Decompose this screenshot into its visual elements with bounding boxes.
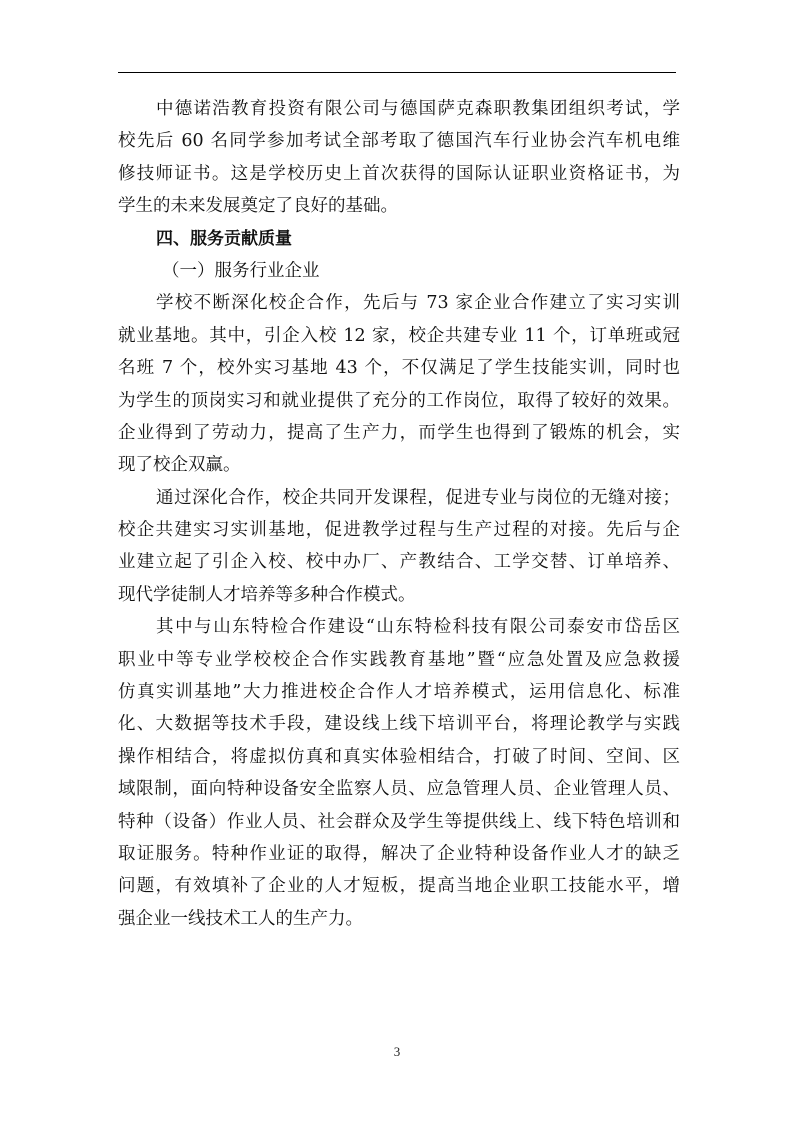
paragraph-line: 其中与山东特检合作建设“山东特检科技有限公司泰安市岱岳区 — [156, 617, 680, 638]
paragraph-line: 现了校企双赢。 — [118, 455, 241, 476]
paragraph-line: 修技师证书。这是学校历史上首次获得的国际认证职业资格证书，为 — [118, 163, 680, 184]
paragraph-line: 职业中等专业学校校企合作实践教育基地”暨“应急处置及应急救援 — [118, 649, 680, 670]
paragraph-line: 问题，有效填补了企业的人才短板，提高当地企业职工技能水平，增 — [118, 876, 680, 897]
paragraph-shandong-cooperation — [118, 611, 680, 935]
paragraph-line: 业建立起了引企入校、校中办厂、产教结合、工学交替、订单培养、 — [118, 552, 680, 573]
paragraph-line: 现代学徒制人才培养等多种合作模式。 — [118, 584, 416, 605]
paragraph-line: 通过深化合作，校企共同开发课程，促进专业与岗位的无缝对接； — [156, 487, 680, 508]
paragraph-curriculum-development — [118, 482, 680, 612]
section-heading: 四、服务贡献质量 — [156, 228, 292, 249]
paragraph-line: 特种（设备）作业人员、社会群众及学生等提供线上、线下特色培训和 — [118, 811, 680, 832]
header-rule — [118, 72, 676, 73]
paragraph-international-certification — [118, 93, 680, 223]
document-body — [118, 93, 680, 935]
paragraph-line: 强企业一线技术工人的生产力。 — [118, 908, 363, 929]
paragraph-line: 就业基地。其中，引企入校 12 家，校企共建专业 11 个，订单班或冠 — [118, 325, 680, 346]
paragraph-line: 企业得到了劳动力，提高了生产力，而学生也得到了锻炼的机会，实 — [118, 422, 680, 443]
paragraph-line: 操作相结合，将虚拟仿真和真实体验相结合，打破了时间、空间、区 — [118, 746, 680, 767]
paragraph-line: 学生的未来发展奠定了良好的基础。 — [118, 196, 398, 217]
paragraph-line: 为学生的顶岗实习和就业提供了充分的工作岗位，取得了较好的效果。 — [118, 390, 680, 411]
paragraph-line: 取证服务。特种作业证的取得，解决了企业特种设备作业人才的缺乏 — [118, 843, 680, 864]
page-number: 3 — [393, 1044, 401, 1059]
paragraph-line: 化、大数据等技术手段，建设线上线下培训平台，将理论教学与实践 — [118, 714, 680, 735]
subsection-heading: （一）服务行业企业 — [162, 260, 320, 281]
paragraph-line: 名班 7 个，校外实习基地 43 个，不仅满足了学生技能实训，同时也 — [118, 358, 680, 379]
paragraph-line: 校企共建实习实训基地，促进教学过程与生产过程的对接。先后与企 — [118, 520, 680, 541]
paragraph-line: 仿真实训基地”大力推进校企合作人才培养模式，运用信息化、标准 — [118, 682, 680, 703]
paragraph-line: 学校不断深化校企合作，先后与 73 家企业合作建立了实习实训 — [156, 293, 680, 314]
paragraph-line: 中德诺浩教育投资有限公司与德国萨克森职教集团组织考试，学 — [156, 99, 680, 119]
paragraph-line: 域限制，面向特种设备安全监察人员、应急管理人员、企业管理人员、 — [118, 779, 680, 800]
paragraph-line: 校先后 60 名同学参加考试全部考取了德国汽车行业协会汽车机电维 — [118, 131, 680, 152]
paragraph-school-enterprise-cooperation — [118, 287, 680, 481]
